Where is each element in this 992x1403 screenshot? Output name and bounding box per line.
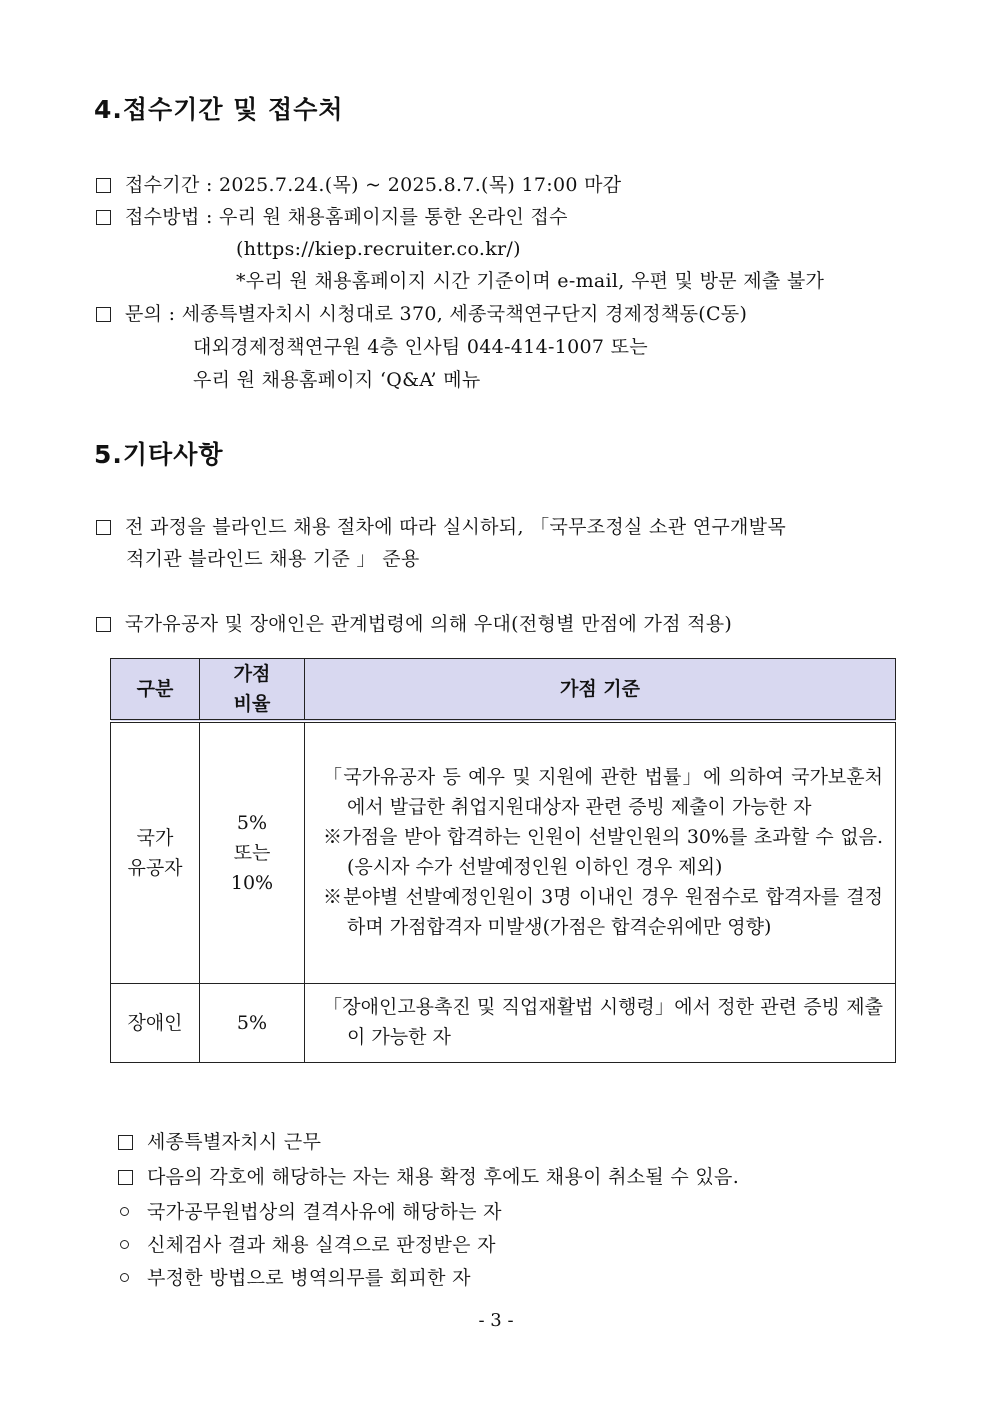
- blind-line-2: 적기관 블라인드 채용 기준 」 준용: [126, 548, 420, 570]
- bullet-icon: [120, 1207, 129, 1216]
- bullet-icon: [120, 1273, 129, 1282]
- criteria-note: ※분야별 선발예정인원이 3명 이내인 경우 원점수로 합격자를 결정하며 가점합격자 미발생(가점은 합격순위에만 영향): [323, 885, 883, 938]
- inquiry-line-2: 대외경제정책연구원 4층 인사팀 044-414-1007 또는: [193, 336, 648, 358]
- page-number: - 3 -: [478, 1310, 514, 1331]
- section4-title: 4.접수기간 및 접수처: [94, 95, 344, 124]
- table-row: [111, 983, 896, 1062]
- table-header-row: [111, 659, 896, 722]
- blind-line: 전 과정을 블라인드 채용 절차에 따라 실시하되, 「국무조정실 소관 연구개발목: [96, 515, 786, 539]
- section5-title: 5.기타사항: [94, 440, 224, 469]
- list-item: 국가공무원법상의 결격사유에 해당하는 자: [118, 1200, 502, 1224]
- table-row: [111, 721, 896, 983]
- header-category: 구분: [111, 659, 200, 722]
- inquiry-line-3: 우리 원 채용홈페이지 ‘Q&A’ 메뉴: [193, 369, 481, 391]
- checkbox-icon: [96, 178, 111, 193]
- criteria-note: ※가점을 받아 합격하는 인원이 선발인원의 30%를 초과할 수 없음. (응시자 수가 선발예정인원 이하인 경우 제외): [323, 825, 883, 878]
- criteria-text: 「장애인고용촉진 및 직업재활법 시행령」에서 정한 관련 증빙 제출이 가능한 자: [323, 995, 883, 1048]
- checkbox-icon: [118, 1170, 133, 1185]
- cancel-line: 다음의 각호에 해당하는 자는 채용 확정 후에도 채용이 취소될 수 있음.: [118, 1165, 739, 1189]
- header-criteria: 가점 기준: [305, 659, 896, 722]
- bonus-points-table: [110, 658, 896, 1063]
- preference-line: 국가유공자 및 장애인은 관계법령에 의해 우대(전형별 만점에 가점 적용): [96, 612, 732, 636]
- cell-ratio: 5%: [200, 983, 305, 1062]
- bullet-icon: [120, 1240, 129, 1249]
- inquiry-line: 문의 : 세종특별자치시 시청대로 370, 세종국책연구단지 경제정책동(C동): [96, 302, 747, 326]
- criteria-text: 「국가유공자 등 예우 및 지원에 관한 법률」에 의하여 국가보훈처에서 발급한 취업지원대상자 관련 증빙 제출이 가능한 자: [323, 765, 883, 818]
- workplace-line: 세종특별자치시 근무: [118, 1130, 321, 1154]
- list-item: 신체검사 결과 채용 실격으로 판정받은 자: [118, 1233, 496, 1257]
- checkbox-icon: [96, 210, 111, 225]
- cell-ratio: 5% 또는 10%: [200, 721, 305, 983]
- checkbox-icon: [96, 617, 111, 632]
- method-url: (https://kiep.recruiter.co.kr/): [236, 238, 521, 260]
- cell-criteria: [305, 983, 896, 1062]
- header-ratio: 가점 비율: [200, 659, 305, 722]
- period-line: 접수기간 : 2025.7.24.(목) ~ 2025.8.7.(목) 17:00 마감: [96, 173, 621, 197]
- cell-criteria: [305, 721, 896, 983]
- method-note: *우리 원 채용홈페이지 시간 기준이며 e-mail, 우편 및 방문 제출 불가: [236, 270, 825, 292]
- cell-category: 국가 유공자: [111, 721, 200, 983]
- checkbox-icon: [96, 520, 111, 535]
- cell-category: 장애인: [111, 983, 200, 1062]
- checkbox-icon: [118, 1135, 133, 1150]
- list-item: 부정한 방법으로 병역의무를 회피한 자: [118, 1266, 471, 1290]
- method-line: 접수방법 : 우리 원 채용홈페이지를 통한 온라인 접수: [96, 205, 568, 229]
- checkbox-icon: [96, 307, 111, 322]
